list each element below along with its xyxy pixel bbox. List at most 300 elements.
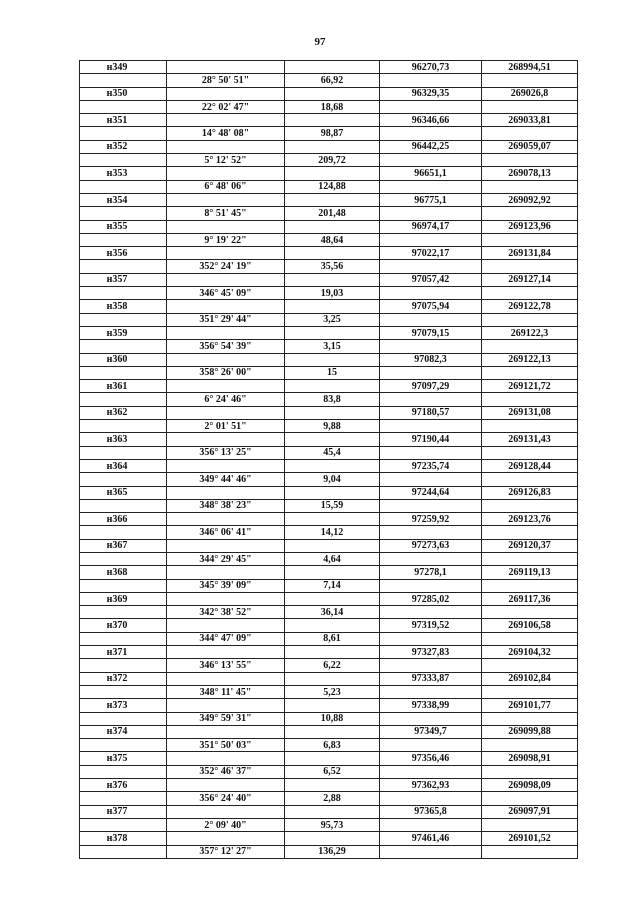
length-cell-empty: [285, 114, 380, 127]
point-name-cell: н361: [80, 380, 167, 393]
length-cell-empty: [285, 300, 380, 313]
point-name-cell: н362: [80, 406, 167, 419]
x-coordinate-cell-empty: [380, 659, 482, 672]
point-name-cell-empty: [80, 552, 167, 565]
x-coordinate-cell-empty: [380, 606, 482, 619]
segment-length-cell: 5,23: [285, 685, 380, 698]
point-name-cell: н353: [80, 167, 167, 180]
y-coordinate-cell: 268994,51: [482, 61, 578, 74]
point-row: [80, 619, 578, 632]
length-cell-empty: [285, 513, 380, 526]
point-name-cell: н370: [80, 619, 167, 632]
point-row: [80, 353, 578, 366]
point-row: [80, 566, 578, 579]
x-coordinate-cell: 96651,1: [380, 167, 482, 180]
segment-length-cell: 9,04: [285, 473, 380, 486]
point-name-cell: н373: [80, 699, 167, 712]
direction-angle-cell: 14° 48' 08": [167, 127, 285, 140]
point-name-cell: н356: [80, 247, 167, 260]
direction-angle-cell: 348° 38' 23": [167, 499, 285, 512]
segment-length-cell: 95,73: [285, 818, 380, 831]
y-coordinate-cell-empty: [482, 739, 578, 752]
direction-angle-cell: 2° 09' 40": [167, 818, 285, 831]
angle-cell-empty: [167, 672, 285, 685]
point-row: [80, 326, 578, 339]
segment-length-cell: 98,87: [285, 127, 380, 140]
x-coordinate-cell-empty: [380, 260, 482, 273]
x-coordinate-cell: 96346,66: [380, 114, 482, 127]
angle-cell-empty: [167, 779, 285, 792]
point-row: [80, 779, 578, 792]
segment-row: [80, 659, 578, 672]
y-coordinate-cell-empty: [482, 552, 578, 565]
length-cell-empty: [285, 273, 380, 286]
segment-length-cell: 19,03: [285, 287, 380, 300]
direction-angle-cell: 345° 39' 09": [167, 579, 285, 592]
x-coordinate-cell-empty: [380, 739, 482, 752]
segment-row: [80, 606, 578, 619]
length-cell-empty: [285, 353, 380, 366]
point-name-cell: н351: [80, 114, 167, 127]
point-name-cell-empty: [80, 420, 167, 433]
y-coordinate-cell: 269128,44: [482, 459, 578, 472]
angle-cell-empty: [167, 326, 285, 339]
segment-length-cell: 10,88: [285, 712, 380, 725]
direction-angle-cell: 349° 59' 31": [167, 712, 285, 725]
y-coordinate-cell-empty: [482, 526, 578, 539]
segment-length-cell: 15: [285, 366, 380, 379]
y-coordinate-cell: 269106,58: [482, 619, 578, 632]
y-coordinate-cell: 269117,36: [482, 592, 578, 605]
point-row: [80, 87, 578, 100]
point-row: [80, 672, 578, 685]
x-coordinate-cell: 97327,83: [380, 646, 482, 659]
x-coordinate-cell: 97319,52: [380, 619, 482, 632]
length-cell-empty: [285, 140, 380, 153]
length-cell-empty: [285, 725, 380, 738]
x-coordinate-cell: 97333,87: [380, 672, 482, 685]
point-name-cell: н354: [80, 193, 167, 206]
x-coordinate-cell-empty: [380, 792, 482, 805]
x-coordinate-cell: 97244,64: [380, 486, 482, 499]
y-coordinate-cell-empty: [482, 473, 578, 486]
segment-length-cell: 7,14: [285, 579, 380, 592]
point-row: [80, 539, 578, 552]
point-name-cell-empty: [80, 606, 167, 619]
point-name-cell-empty: [80, 499, 167, 512]
x-coordinate-cell-empty: [380, 526, 482, 539]
x-coordinate-cell: 96329,35: [380, 87, 482, 100]
x-coordinate-cell-empty: [380, 393, 482, 406]
direction-angle-cell: 28° 50' 51": [167, 74, 285, 87]
x-coordinate-cell-empty: [380, 74, 482, 87]
point-name-cell: н349: [80, 61, 167, 74]
x-coordinate-cell: 96974,17: [380, 220, 482, 233]
segment-row: [80, 287, 578, 300]
segment-row: [80, 579, 578, 592]
x-coordinate-cell-empty: [380, 499, 482, 512]
y-coordinate-cell: 269026,8: [482, 87, 578, 100]
point-row: [80, 61, 578, 74]
point-name-cell: н358: [80, 300, 167, 313]
y-coordinate-cell: 269099,88: [482, 725, 578, 738]
point-row: [80, 273, 578, 286]
y-coordinate-cell-empty: [482, 366, 578, 379]
direction-angle-cell: 2° 01' 51": [167, 420, 285, 433]
y-coordinate-cell: 269119,13: [482, 566, 578, 579]
direction-angle-cell: 348° 11' 45": [167, 685, 285, 698]
point-name-cell: н360: [80, 353, 167, 366]
segment-length-cell: 6,83: [285, 739, 380, 752]
page-number: 97: [314, 36, 326, 48]
angle-cell-empty: [167, 725, 285, 738]
point-name-cell-empty: [80, 366, 167, 379]
segment-row: [80, 100, 578, 113]
point-name-cell: н374: [80, 725, 167, 738]
x-coordinate-cell-empty: [380, 100, 482, 113]
angle-cell-empty: [167, 459, 285, 472]
point-name-cell-empty: [80, 180, 167, 193]
point-name-cell-empty: [80, 207, 167, 220]
length-cell-empty: [285, 566, 380, 579]
segment-length-cell: 18,68: [285, 100, 380, 113]
x-coordinate-cell-empty: [380, 154, 482, 167]
angle-cell-empty: [167, 592, 285, 605]
x-coordinate-cell-empty: [380, 632, 482, 645]
segment-length-cell: 14,12: [285, 526, 380, 539]
point-name-cell: н355: [80, 220, 167, 233]
length-cell-empty: [285, 459, 380, 472]
y-coordinate-cell-empty: [482, 180, 578, 193]
direction-angle-cell: 5° 12' 52": [167, 154, 285, 167]
segment-row: [80, 207, 578, 220]
point-name-cell-empty: [80, 685, 167, 698]
direction-angle-cell: 6° 48' 06": [167, 180, 285, 193]
point-row: [80, 699, 578, 712]
point-name-cell-empty: [80, 818, 167, 831]
direction-angle-cell: 352° 46' 37": [167, 765, 285, 778]
y-coordinate-cell: 269122,3: [482, 326, 578, 339]
point-row: [80, 140, 578, 153]
point-name-cell-empty: [80, 765, 167, 778]
angle-cell-empty: [167, 566, 285, 579]
y-coordinate-cell-empty: [482, 792, 578, 805]
x-coordinate-cell: 97022,17: [380, 247, 482, 260]
point-name-cell: н371: [80, 646, 167, 659]
point-row: [80, 167, 578, 180]
point-name-cell-empty: [80, 473, 167, 486]
angle-cell-empty: [167, 433, 285, 446]
x-coordinate-cell-empty: [380, 287, 482, 300]
y-coordinate-cell: 269078,13: [482, 167, 578, 180]
point-name-cell: н376: [80, 779, 167, 792]
direction-angle-cell: 346° 06' 41": [167, 526, 285, 539]
x-coordinate-cell-empty: [380, 180, 482, 193]
length-cell-empty: [285, 646, 380, 659]
segment-row: [80, 712, 578, 725]
point-name-cell-empty: [80, 287, 167, 300]
point-row: [80, 247, 578, 260]
segment-length-cell: 6,22: [285, 659, 380, 672]
y-coordinate-cell: 269122,78: [482, 300, 578, 313]
point-name-cell-empty: [80, 340, 167, 353]
y-coordinate-cell-empty: [482, 712, 578, 725]
y-coordinate-cell: 269104,32: [482, 646, 578, 659]
point-name-cell-empty: [80, 712, 167, 725]
x-coordinate-cell: 97362,93: [380, 779, 482, 792]
point-name-cell: н368: [80, 566, 167, 579]
x-coordinate-cell-empty: [380, 207, 482, 220]
x-coordinate-cell: 96775,1: [380, 193, 482, 206]
x-coordinate-cell: 97356,46: [380, 752, 482, 765]
segment-row: [80, 233, 578, 246]
point-row: [80, 805, 578, 818]
y-coordinate-cell-empty: [482, 100, 578, 113]
y-coordinate-cell-empty: [482, 845, 578, 858]
point-row: [80, 486, 578, 499]
point-name-cell-empty: [80, 154, 167, 167]
point-row: [80, 406, 578, 419]
y-coordinate-cell-empty: [482, 499, 578, 512]
length-cell-empty: [285, 752, 380, 765]
point-name-cell: н365: [80, 486, 167, 499]
angle-cell-empty: [167, 539, 285, 552]
coordinates-table: [79, 60, 578, 859]
segment-length-cell: 48,64: [285, 233, 380, 246]
x-coordinate-cell: 97057,42: [380, 273, 482, 286]
y-coordinate-cell: 269101,52: [482, 832, 578, 845]
direction-angle-cell: 356° 13' 25": [167, 446, 285, 459]
y-coordinate-cell-empty: [482, 606, 578, 619]
direction-angle-cell: 9° 19' 22": [167, 233, 285, 246]
point-row: [80, 832, 578, 845]
point-name-cell-empty: [80, 393, 167, 406]
segment-length-cell: 3,25: [285, 313, 380, 326]
direction-angle-cell: 8° 51' 45": [167, 207, 285, 220]
x-coordinate-cell-empty: [380, 818, 482, 831]
segment-length-cell: 83,8: [285, 393, 380, 406]
length-cell-empty: [285, 380, 380, 393]
direction-angle-cell: 351° 29' 44": [167, 313, 285, 326]
y-coordinate-cell-empty: [482, 233, 578, 246]
angle-cell-empty: [167, 699, 285, 712]
y-coordinate-cell-empty: [482, 260, 578, 273]
length-cell-empty: [285, 406, 380, 419]
x-coordinate-cell: 97259,92: [380, 513, 482, 526]
x-coordinate-cell: 97349,7: [380, 725, 482, 738]
segment-row: [80, 552, 578, 565]
point-name-cell-empty: [80, 446, 167, 459]
length-cell-empty: [285, 247, 380, 260]
segment-row: [80, 127, 578, 140]
segment-row: [80, 499, 578, 512]
length-cell-empty: [285, 61, 380, 74]
point-row: [80, 380, 578, 393]
point-name-cell-empty: [80, 632, 167, 645]
y-coordinate-cell: 269131,43: [482, 433, 578, 446]
length-cell-empty: [285, 832, 380, 845]
coordinates-table-body: [80, 61, 578, 859]
length-cell-empty: [285, 167, 380, 180]
point-name-cell: н363: [80, 433, 167, 446]
x-coordinate-cell: 97097,29: [380, 380, 482, 393]
y-coordinate-cell-empty: [482, 393, 578, 406]
x-coordinate-cell-empty: [380, 127, 482, 140]
point-row: [80, 752, 578, 765]
point-name-cell: н364: [80, 459, 167, 472]
y-coordinate-cell-empty: [482, 818, 578, 831]
length-cell-empty: [285, 486, 380, 499]
direction-angle-cell: 346° 13' 55": [167, 659, 285, 672]
segment-row: [80, 260, 578, 273]
angle-cell-empty: [167, 406, 285, 419]
length-cell-empty: [285, 592, 380, 605]
x-coordinate-cell: 97365,8: [380, 805, 482, 818]
segment-length-cell: 45,4: [285, 446, 380, 459]
segment-length-cell: 4,64: [285, 552, 380, 565]
segment-row: [80, 818, 578, 831]
angle-cell-empty: [167, 273, 285, 286]
y-coordinate-cell: 269098,91: [482, 752, 578, 765]
y-coordinate-cell: 269098,09: [482, 779, 578, 792]
angle-cell-empty: [167, 805, 285, 818]
x-coordinate-cell-empty: [380, 712, 482, 725]
segment-length-cell: 66,92: [285, 74, 380, 87]
y-coordinate-cell-empty: [482, 313, 578, 326]
x-coordinate-cell: 97075,94: [380, 300, 482, 313]
segment-length-cell: 209,72: [285, 154, 380, 167]
y-coordinate-cell-empty: [482, 632, 578, 645]
point-name-cell: н369: [80, 592, 167, 605]
x-coordinate-cell-empty: [380, 845, 482, 858]
y-coordinate-cell-empty: [482, 420, 578, 433]
segment-row: [80, 792, 578, 805]
angle-cell-empty: [167, 140, 285, 153]
y-coordinate-cell: 269102,84: [482, 672, 578, 685]
segment-length-cell: 2,88: [285, 792, 380, 805]
segment-length-cell: 8,61: [285, 632, 380, 645]
y-coordinate-cell-empty: [482, 446, 578, 459]
x-coordinate-cell-empty: [380, 765, 482, 778]
angle-cell-empty: [167, 646, 285, 659]
x-coordinate-cell-empty: [380, 552, 482, 565]
direction-angle-cell: 349° 44' 46": [167, 473, 285, 486]
point-name-cell-empty: [80, 659, 167, 672]
angle-cell-empty: [167, 380, 285, 393]
angle-cell-empty: [167, 247, 285, 260]
angle-cell-empty: [167, 220, 285, 233]
x-coordinate-cell: 97180,57: [380, 406, 482, 419]
direction-angle-cell: 6° 24' 46": [167, 393, 285, 406]
y-coordinate-cell: 269033,81: [482, 114, 578, 127]
point-row: [80, 725, 578, 738]
y-coordinate-cell: 269122,13: [482, 353, 578, 366]
x-coordinate-cell-empty: [380, 366, 482, 379]
y-coordinate-cell-empty: [482, 287, 578, 300]
point-name-cell-empty: [80, 845, 167, 858]
point-name-cell: н375: [80, 752, 167, 765]
segment-row: [80, 473, 578, 486]
point-name-cell: н350: [80, 87, 167, 100]
segment-length-cell: 6,52: [285, 765, 380, 778]
x-coordinate-cell: 97079,15: [380, 326, 482, 339]
segment-row: [80, 845, 578, 858]
segment-row: [80, 685, 578, 698]
x-coordinate-cell-empty: [380, 233, 482, 246]
x-coordinate-cell-empty: [380, 579, 482, 592]
segment-length-cell: 201,48: [285, 207, 380, 220]
length-cell-empty: [285, 193, 380, 206]
segment-row: [80, 393, 578, 406]
direction-angle-cell: 358° 26' 00": [167, 366, 285, 379]
point-name-cell: н357: [80, 273, 167, 286]
angle-cell-empty: [167, 513, 285, 526]
segment-row: [80, 313, 578, 326]
length-cell-empty: [285, 805, 380, 818]
length-cell-empty: [285, 433, 380, 446]
point-row: [80, 433, 578, 446]
y-coordinate-cell: 269131,84: [482, 247, 578, 260]
segment-row: [80, 739, 578, 752]
x-coordinate-cell: 97461,46: [380, 832, 482, 845]
x-coordinate-cell: 96442,25: [380, 140, 482, 153]
x-coordinate-cell: 97278,1: [380, 566, 482, 579]
direction-angle-cell: 356° 54' 39": [167, 340, 285, 353]
x-coordinate-cell: 97285,02: [380, 592, 482, 605]
point-name-cell: н352: [80, 140, 167, 153]
point-name-cell-empty: [80, 792, 167, 805]
length-cell-empty: [285, 539, 380, 552]
point-row: [80, 459, 578, 472]
y-coordinate-cell: 269127,14: [482, 273, 578, 286]
angle-cell-empty: [167, 832, 285, 845]
x-coordinate-cell: 97273,63: [380, 539, 482, 552]
length-cell-empty: [285, 699, 380, 712]
y-coordinate-cell: 269059,07: [482, 140, 578, 153]
length-cell-empty: [285, 779, 380, 792]
segment-row: [80, 446, 578, 459]
point-row: [80, 220, 578, 233]
y-coordinate-cell: 269120,37: [482, 539, 578, 552]
y-coordinate-cell-empty: [482, 154, 578, 167]
length-cell-empty: [285, 326, 380, 339]
angle-cell-empty: [167, 193, 285, 206]
x-coordinate-cell-empty: [380, 685, 482, 698]
y-coordinate-cell: 269121,72: [482, 380, 578, 393]
segment-row: [80, 74, 578, 87]
x-coordinate-cell: 97235,74: [380, 459, 482, 472]
angle-cell-empty: [167, 619, 285, 632]
point-row: [80, 193, 578, 206]
point-name-cell: н367: [80, 539, 167, 552]
direction-angle-cell: 344° 47' 09": [167, 632, 285, 645]
point-name-cell-empty: [80, 739, 167, 752]
x-coordinate-cell: 97338,99: [380, 699, 482, 712]
point-row: [80, 114, 578, 127]
segment-length-cell: 136,29: [285, 845, 380, 858]
y-coordinate-cell-empty: [482, 685, 578, 698]
length-cell-empty: [285, 87, 380, 100]
y-coordinate-cell: 269092,92: [482, 193, 578, 206]
y-coordinate-cell-empty: [482, 207, 578, 220]
point-name-cell-empty: [80, 233, 167, 246]
segment-length-cell: 9,88: [285, 420, 380, 433]
angle-cell-empty: [167, 486, 285, 499]
segment-length-cell: 124,88: [285, 180, 380, 193]
point-row: [80, 513, 578, 526]
point-name-cell: н366: [80, 513, 167, 526]
x-coordinate-cell: 97190,44: [380, 433, 482, 446]
